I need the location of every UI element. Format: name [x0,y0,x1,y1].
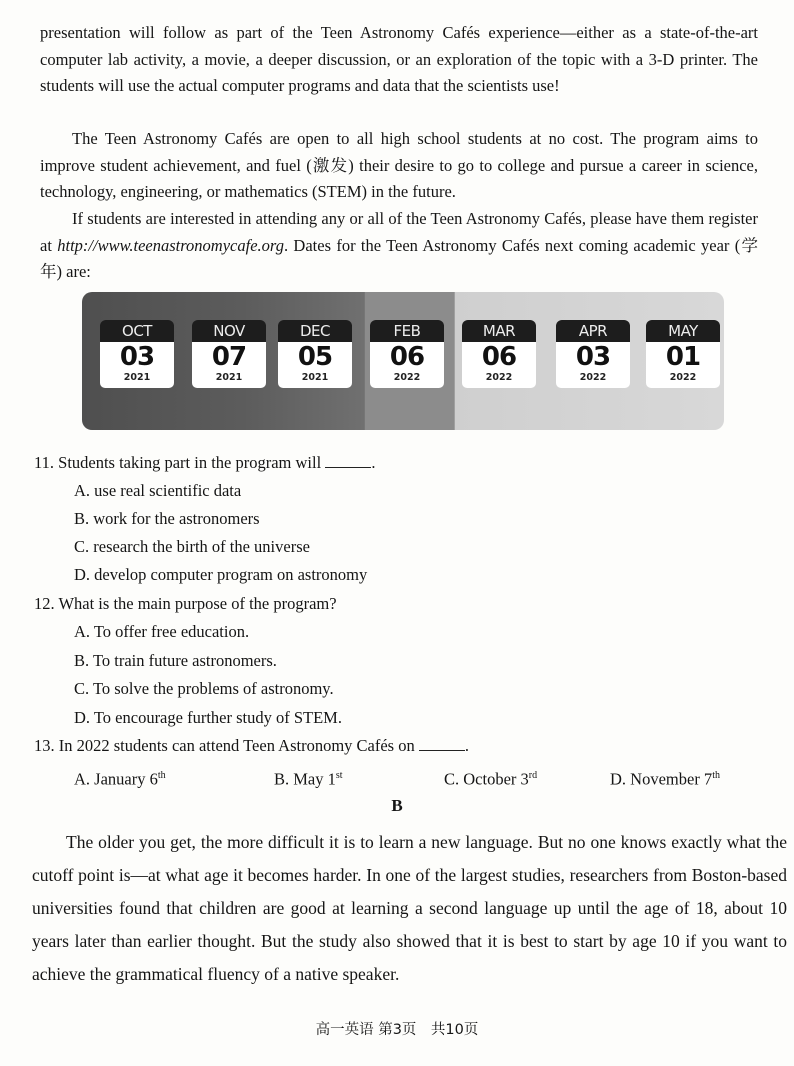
calendar-body [462,342,536,388]
calendar-year: 2022 [485,372,513,383]
calendar-day: 05 [297,342,333,372]
calendar-date-mar [462,320,536,390]
option-ordinal: rd [528,770,538,781]
calendar-strip [82,292,724,430]
question-13-option-d [610,764,720,792]
question-13-option-b [274,764,343,792]
calendar-body [370,342,444,388]
question-12-option-d: D. To encourage further study of STEM. [74,708,342,727]
calendar-date-dec [278,320,352,390]
calendar-year: 2021 [215,372,243,383]
calendar-day: 07 [211,342,247,372]
answer-blank [325,453,371,468]
option-ordinal: th [157,770,166,781]
calendar-date-may [646,320,720,390]
option-ordinal: st [335,770,343,781]
question-13-stem-end: . [464,736,469,755]
registration-url[interactable]: http://www.teenastronomycafe.org [57,235,284,255]
passage-paragraph-3-after: . Dates for the Teen Astronomy Cafés next coming academic year (学年) are: [40,235,758,281]
calendar-date-feb [370,320,444,390]
option-text: A. January 6 [74,769,158,789]
calendar-body [278,342,352,388]
passage-paragraph-2-text: The Teen Astronomy Cafés are open to all high school students at no cost. The program aims to improve student achievement, and fuel (激发) their desire to go to college and pursue a career in science, technology, engineering, or mathematics (STEM) in the future. [40,129,758,201]
question-12-option-c: C. To solve the problems of astronomy. [74,679,334,698]
calendar-body [192,342,266,388]
calendar-day: 06 [389,342,425,372]
calendar-year: 2021 [301,372,329,383]
calendar-year: 2021 [123,372,151,383]
option-text: B. May 1 [274,769,336,789]
option-text: C. October 3 [444,769,529,789]
question-12-option-a: A. To offer free education. [74,622,250,641]
question-13-stem-text: 13. In 2022 students can attend Teen Astronomy Cafés on [34,736,415,755]
question-11-stem-text: 11. Students taking part in the program will [34,453,322,472]
question-13-stem [34,734,469,758]
passage-paragraph-3-before: If students are interested in attending any or all of the Teen Astronomy Cafés, please have them register at [40,209,758,255]
section-b-paragraph [32,826,787,991]
calendar-day: 03 [575,342,611,372]
calendar-day: 06 [481,342,517,372]
question-13-option-c [444,764,537,792]
option-text: D. November 7 [610,769,713,789]
question-11-option-b: B. work for the astronomers [74,509,260,528]
calendar-body [556,342,630,388]
calendar-month: NOV [192,320,266,342]
calendar-month: MAR [462,320,536,342]
passage-paragraph-1: presentation will follow as part of the Teen Astronomy Cafés experience—either as a state-of-the-art computer lab activity, a movie, a deeper discussion, or an exploration of the topic with a 3-D printer. The students will use the actual computer programs and data that the scientists use! [40,23,758,95]
calendar-body [646,342,720,388]
calendar-year: 2022 [393,372,421,383]
question-11-option-d: D. develop computer program on astronomy [74,565,368,584]
option-ordinal: th [712,770,720,781]
calendar-date-oct [100,320,174,390]
calendar-date-apr [556,320,630,390]
section-b-paragraph-text: The older you get, the more difficult it is to learn a new language. But no one knows exactly what the cutoff point is—at what age it becomes harder. In one of the largest studies, researchers from Boston-based universities found that children are good at learning a second language up until the age of 18, about 10 years later than earlier thought. But the study also showed that it is best to start by age 10 if you want to achieve the grammatical fluency of a native speaker. [32,832,787,984]
question-11-stem-end: . [371,453,376,472]
calendar-date-nov [192,320,266,390]
calendar-body [100,342,174,388]
question-12-stem: 12. What is the main purpose of the program? [34,594,337,613]
question-11-option-a: A. use real scientific data [74,481,242,500]
question-12-option-b: B. To train future astronomers. [74,651,277,670]
calendar-month: FEB [370,320,444,342]
passage-paragraph-2 [40,126,758,206]
calendar-day: 03 [119,342,155,372]
question-13-option-a [74,764,166,792]
calendar-year: 2022 [579,372,607,383]
question-11-stem [34,451,375,475]
passage-paragraph-3 [40,206,758,286]
page-footer: 高一英语 第3页 共10页 [315,1022,479,1038]
calendar-year: 2022 [669,372,697,383]
calendar-month: OCT [100,320,174,342]
calendar-day: 01 [665,342,701,372]
calendar-month: APR [556,320,630,342]
answer-blank [419,736,465,751]
section-heading: B [391,796,403,815]
calendar-month: DEC [278,320,352,342]
question-11-option-c: C. research the birth of the universe [74,537,310,556]
calendar-month: MAY [646,320,720,342]
